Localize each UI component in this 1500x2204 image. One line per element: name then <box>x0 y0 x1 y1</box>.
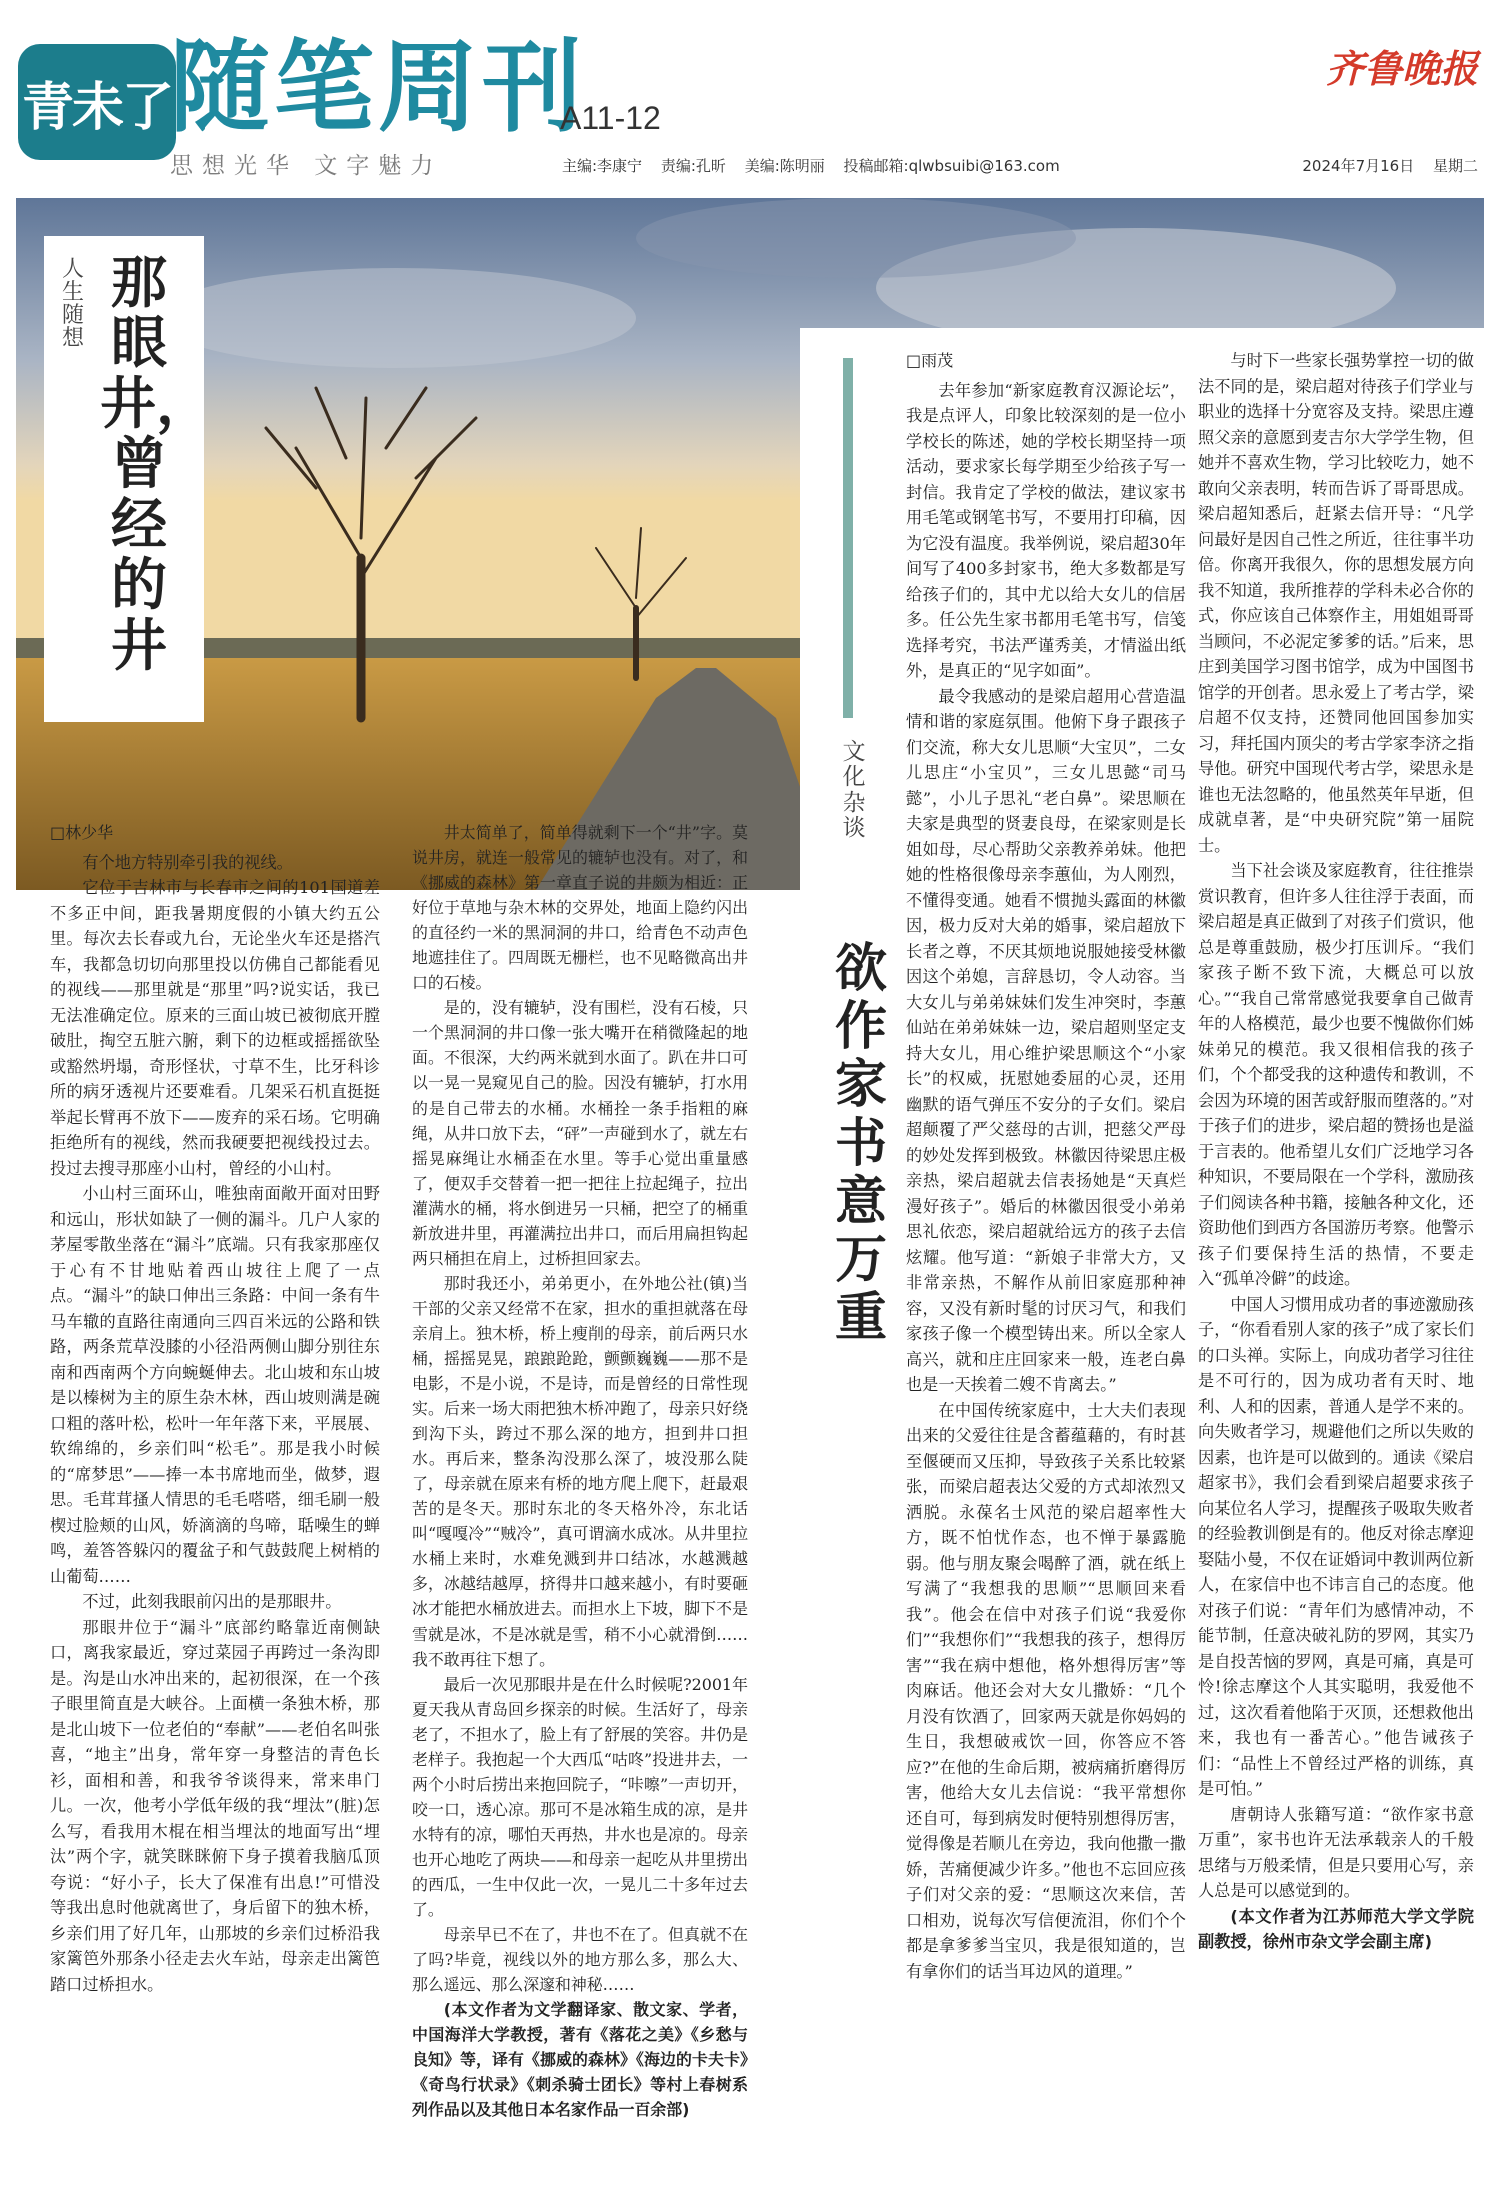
date-text: 2024年7月16日 <box>1302 157 1415 175</box>
article1-paragraph: 是的，没有辘轳，没有围栏，没有石棱，只一个黑洞洞的井口像一张大嘴开在稍微隆起的地面。不很深，大约两米就到水面了。趴在井口可以一晃一晃窥见自己的脸。因没有辘轳，打水用的是自己带去的水桶。水桶拴一条手指粗的麻绳，从井口放下去，“砰”一声碰到水了，就左右摇晃麻绳让水桶歪在水里。等手心觉出重量感了，便双手交替着一把一把往上拉起绳子，拉出灌满水的桶，将水倒进另一只桶，把空了的桶重新放进井里，再灌满拉出井口，而后用扁担钩起两只桶担在肩上，过桥担回家去。 <box>412 998 748 1268</box>
article1-author-note: (本文作者为文学翻译家、散文家、学者，中国海洋大学教授，著有《落花之美》《乡愁与良知》等，译有《挪威的森林》《海边的卡夫卡》《奇鸟行状录》《刺杀骑士团长》等村上春树系列作品以及其他日本名家作品一百余部) <box>412 2000 748 2120</box>
article1-paragraph: 小山村三面环山，唯独南面敞开面对田野和远山，形状如缺了一侧的漏斗。几户人家的茅屋零散坐落在“漏斗”底端。只有我家那座仅于心有不甘地贴着西山坡往上爬了一点点。“漏斗”的缺口伸出三条路：中间一条有牛马车辙的直路往南通向三四百米远的公路和铁路，两条荒草没膝的小径沿两侧山脚分别往东南和西南两个方向蜿蜒伸去。北山坡和东山坡是以榛树为主的原生杂木林，西山坡则满是碗口粗的落叶松，松叶一年年落下来，平展展、软绵绵的，乡亲们叫“松毛”。那是我小时候的“席梦思”——捧一本书席地而坐，做梦，遐思。毛茸茸搔人情思的毛毛嗒嗒，细毛刷一般楔过脸颊的山风，娇滴滴的鸟啼，聒噪生的蝉鸣，羞答答躲闪的覆盆子和气鼓鼓爬上树梢的山葡萄…… <box>50 1184 380 1586</box>
article2-paragraph: 与时下一些家长强势掌控一切的做法不同的是，梁启超对待孩子们学业与职业的选择十分宽容及支持。梁思庄遵照父亲的意愿到麦吉尔大学学生物，但她并不喜欢生物，学习比较吃力，她不敢向父亲表明，转而告诉了哥哥思成。梁启超知悉后，赶紧去信开导：“凡学问最好是因自己性之所近，往往事半功倍。你离开我很久，你的思想发展方向我不知道，我所推荐的学科未必合你的式，你应该自己体察作主，用姐姐哥哥当顾问，不必泥定爹爹的话。”后来，思庄到美国学习图书馆学，成为中国图书馆学的开创者。思永爱上了考古学，梁启超不仅支持，还赞同他回国参加实习，拜托国内顶尖的考古学家李济之指导他。研究中国现代考古学，梁思永是谁也无法忽略的，他虽然英年早逝，但成就卓著，是“中央研究院”第一届院士。 <box>1198 351 1474 855</box>
article1-paragraph: 有个地方特别牵引我的视线。 <box>82 852 293 872</box>
editor-art: 美编:陈明丽 <box>744 157 825 175</box>
newspaper-brand: 齐鲁晚报 <box>1325 46 1478 91</box>
issue-date <box>1288 155 1478 176</box>
article2-accent-bar <box>843 358 853 718</box>
article1-paragraph: 那眼井位于“漏斗”底部约略靠近南侧缺口，离我家最近，穿过菜园子再跨过一条沟即是。沟是山水冲出来的，起初很深，在一个孩子眼里简直是大峡谷。上面横一条独木桥，那是北山坡下一位老伯的“奉献”——老伯名叫张喜，“地主”出身，常年穿一身整洁的青色长衫，面相和善，和我爷爷谈得来，常来串门儿。一次，他考小学低年级的我“埋汰”(脏)怎么写，看我用木棍在相当埋汰的地面写出“埋汰”两个字，就笑眯眯俯下身子摸着我脑瓜顶夸说：“好小子，长大了保准有出息!”可惜没等我出息时他就离世了，身后留下的独木桥，乡亲们用了好几年，山那坡的乡亲们过桥沿我家篱笆外那条小径走去火车站，母亲走出篱笆踏口过桥担水。 <box>50 1617 380 1994</box>
article1-title: 那眼井，曾经的井 <box>100 251 212 679</box>
article1-column-2 <box>412 820 748 2122</box>
article1-column-1 <box>50 820 380 1997</box>
submission-email: 投稿邮箱:qlwbsuibi@163.com <box>843 157 1060 175</box>
article2-paragraph: 中国人习惯用成功者的事迹激励孩子，“你看看别人家的孩子”成了家长们的口头禅。实际上，向成功者学习往往是不可行的，因为成功者有天时、地利、人和的因素，普通人是学不来的。向失败者学习，规避他们之所以失败的因素，也许是可以做到的。通读《梁启超家书》，我们会看到梁启超要求孩子向某位名人学习，提醒孩子吸取失败者的经验教训倒是有的。他反对徐志摩迎娶陆小曼，不仅在证婚词中教训两位新人，在家信中也不讳言自己的态度。他对孩子们说：“青年们为感情冲动，不能节制，任意决破礼防的罗网，其实乃是自投苦恼的罗网，真是可痛，真是可怜!徐志摩这个人其实聪明，我爱他不过，这次看着他陷于灭顶，还想救他出来，我也有一番苦心。”他告诫孩子们：“品性上不曾经过严格的训练，真是可怕。” <box>1198 1294 1474 1798</box>
article1-paragraph: 井太简单了，简单得就剩下一个“井”字。莫说井房，就连一般常见的辘轳也没有。对了，和《挪威的森林》第一章直子说的井颇为相近：正好位于草地与杂木林的交界处，地面上隐约闪出的直径约一米的黑洞洞的井口，给青色不动声色地遮挂住了。四周既无栅栏，也不见略微高出井口的石棱。 <box>412 823 748 993</box>
article2-author: □雨茂 <box>906 351 954 370</box>
page-number: A11-12 <box>560 100 661 136</box>
slogan: 思想光华 文字魅力 <box>170 153 443 179</box>
article2-paragraph: 去年参加“新家庭教育汉源论坛”，我是点评人，印象比较深刻的是一位小学校长的陈述，她的学校长期坚持一项活动，要求家长每学期至少给孩子写一封信。我肯定了学校的做法，建议家书用毛笔或钢笔书写，不要用打印稿，因为它没有温度。我举例说，梁启超30年间写了400多封家书，绝大多数都是写给孩子们的，其中尤以给大女儿的信居多。任公先生家书都用毛笔书写，信笺选择考究，书法严谨秀美，才情溢出纸外，是真正的“见字如面”。 <box>906 380 1186 680</box>
editor-chief: 主编:李康宁 <box>562 157 643 175</box>
article1-author: □林少华 <box>50 823 114 842</box>
article1-paragraph: 不过，此刻我眼前闪出的是那眼井。 <box>82 1592 342 1611</box>
article1-tag: 人生随想 <box>61 257 84 352</box>
editor-line <box>562 155 1074 176</box>
article1-paragraph: 母亲早已不在了，井也不在了。但真就不在了吗?毕竟，视线以外的地方那么多，那么大、那么遥远、那么深邃和神秘…… <box>412 1925 748 1995</box>
weekday-text: 星期二 <box>1432 157 1478 175</box>
article2-paragraph: 当下社会谈及家庭教育，往往推崇赏识教育，但许多人往往浮于表面，而梁启超是真正做到了对孩子们赏识，他总是尊重鼓励，极少打压训斥。“我们家孩子断不致下流，大概总可以放心。”“我自己常常感觉我要拿自己做青年的人格模范，最少也要不愧做你们姊妹弟兄的模范。我又很相信我的孩子们，个个都受我的这种遗传和教训，不会因为环境的困苦或舒服而堕落的。”对于孩子们的进步，梁启超的赞扬也是溢于言表的。他希望儿女们广泛地学习各种知识，不要局限在一个学科，激励孩子们阅读各种书籍，接触各种文化，还资助他们到西方各国游历考察。他警示孩子们要保持生活的热情，不要走入“孤单冷僻”的歧途。 <box>1198 861 1474 1288</box>
article1-paragraph: 最后一次见那眼井是在什么时候呢?2001年夏天我从青岛回乡探亲的时候。生活好了，母亲老了，不担水了，脸上有了舒展的笑容。井仍是老样子。我抱起一个大西瓜“咕咚”投进井去，一两个小时后捞出来抱回院子，“咔嚓”一声切开，咬一口，透心凉。那可不是冰箱生成的凉，是井水特有的凉，哪怕天再热，井水也是凉的。母亲也开心地吃了两块——和母亲一起吃从井里捞出的西瓜，一生中仅此一次，一晃儿二十多年过去了。 <box>412 1674 748 1920</box>
page-title: 随笔周刊 <box>170 29 586 146</box>
article2-column-1 <box>906 348 1186 1984</box>
editor-responsible: 责编:孔昕 <box>660 157 726 175</box>
article2-tag: 文化杂谈 <box>842 739 866 841</box>
article2-title: 欲作家书意万重 <box>834 939 887 1349</box>
article2-author-note: (本文作者为江苏师范大学文学院副教授，徐州市杂文学会副主席) <box>1198 1906 1474 1951</box>
article1-paragraph: 它位于吉林市与长春市之间的101国道差不多正中间，距我暑期度假的小镇大约五公里。每次去长春或九台，无论坐火车还是搭汽车，我都急切切向那里投以仿佛自己都能看见的视线——那里就是“那里”吗?说实话，我已无法准确定位。原来的三面山坡已被彻底开膛破肚，掏空五脏六腑，剩下的边框或摇摇欲坠或豁然坍塌，奇形怪状，寸草不生，比牙科诊所的病牙透视片还要难看。几架采石机直挺挺举起长臂再不放下——废弃的采石场。它明确拒绝所有的视线，然而我硬要把视线投过去。投过去搜寻那座小山村，曾经的小山村。 <box>50 878 380 1178</box>
article2-paragraph: 唐朝诗人张籍写道：“欲作家书意万重”，家书也许无法承载亲人的千般思绪与万般柔情，但是只要用心写，亲人总是可以感觉到的。 <box>1198 1804 1474 1900</box>
article2-paragraph: 在中国传统家庭中，士大夫们表现出来的父爱往往是含蓄蕴藉的，有时甚至偃硬而又压抑，导致孩子关系比较紧张，而梁启超表达父爱的方式却浓烈又洒脱。永葆名士风范的梁启超率性大方，既不怕忧作态，也不惮于暴露脆弱。他与朋友聚会喝醉了酒，就在纸上写满了“我想我的思顺”“思顺回来看我”。他会在信中对孩子们说“我爱你们”“我想你们”“我想我的孩子，想得厉害”“我在病中想他，格外想得厉害”等肉麻话。他还会对大女儿撒娇：“几个月没有饮酒了，回家两天就是你妈妈的生日，我想破戒饮一回，你答应不答应?”在他的生命后期，被病痛折磨得厉害，他给大女儿去信说：“我平常想你还自可，每到病发时便特别想得厉害，觉得像是若顺儿在旁边，我向他撒一撒娇，苦痛便减少许多。”他也不忘回应孩子们对父亲的爱：“思顺这次来信，苦口相劝，说每次写信便流泪，你们个个都是拿爹爹当宝贝，我是很知道的，岂有拿你们的话当耳边风的道理。” <box>906 1400 1186 1981</box>
article1-paragraph: 那时我还小，弟弟更小，在外地公社(镇)当干部的父亲又经常不在家，担水的重担就落在母亲肩上。独木桥，桥上瘦削的母亲，前后两只水桶，摇摇晃晃，踉踉跄跄，颤颤巍巍——那不是电影，不是小说，不是诗，而是曾经的日常性现实。后来一场大雨把独木桥冲跑了，母亲只好绕到沟下头，跨过不那么深的地方，担到井口担水。再后来，整条沟没那么深了，坡没那么陡了，母亲就在原来有桥的地方爬上爬下，赶最艰苦的是冬天。那时东北的冬天格外冷，东北话叫“嘎嘎冷”“贼冷”，真可谓滴水成冰。从井里拉水桶上来时，水难免溅到井口结冰，水越溅越多，冰越结越厚，挤得井口越来越小，有时要砸冰才能把水桶放进去。而担水上下坡，脚下不是雪就是冰，不是冰就是雪，稍不小心就滑倒……我不敢再往下想了。 <box>412 1273 748 1669</box>
article2-paragraph: 最令我感动的是梁启超用心营造温情和谐的家庭氛围。他俯下身子跟孩子们交流，称大女儿思顺“大宝贝”，二女儿思庄“小宝贝”，三女儿思懿“司马懿”，小儿子思礼“老白鼻”。梁思顺在夫家是典型的贤妻良母，在梁家则是长姐如母，尽心帮助父亲教养弟妹。他把她的性格很像母亲李蕙仙，为人刚烈，不懂得变通。她看不惯抛头露面的林徽因，极力反对大弟的婚事，梁启超放下长者之尊，不厌其烦地说服她接受林徽因这个弟媳，言辞恳切，令人动容。当大女儿与弟弟妹妹们发生冲突时，李蕙仙站在弟弟妹妹一边，梁启超则坚定支持大女儿，用心维护梁思顺这个“小家长”的权威，抚慰她委屈的心灵，还用幽默的语气弹压不安分的子女们。梁启超颠覆了严父慈母的古训，把慈父严母的妙处发挥到极致。林徽因待梁思庄极亲热，梁启超就去信表扬她是“天真烂漫好孩子”。婚后的林徽因很受小弟弟思礼依恋，梁启超就给远方的孩子去信炫耀。他写道：“新娘子非常大方，又非常亲热，不解作从前旧家庭那种神容，又没有新时髦的讨厌习气，和我们家孩子像一个模型铸出来。所以全家人高兴，就和庄庄回家来一般，连老白鼻也是一天挨着二嫂不肯离去。” <box>906 686 1186 1394</box>
article2-column-2 <box>1198 348 1474 1955</box>
logo: 青未了 <box>18 44 176 160</box>
